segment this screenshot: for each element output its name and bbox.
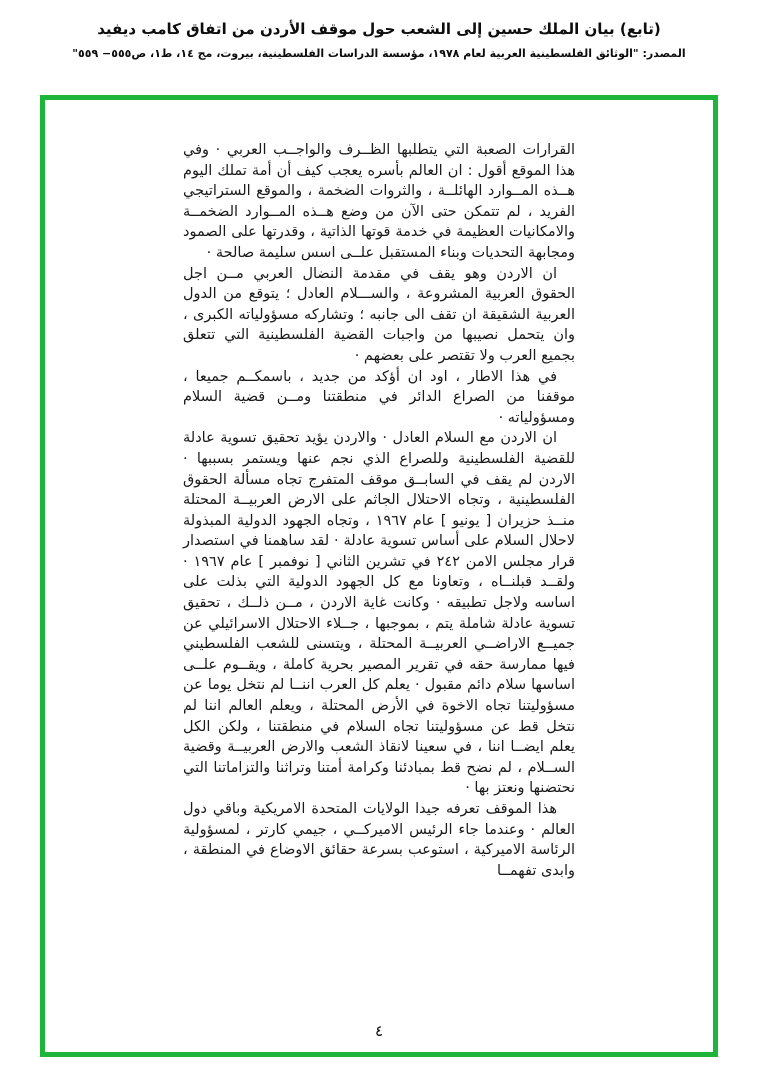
document-title: (تابع) بيان الملك حسين إلى الشعب حول موقف الأردن من اتفاق كامب ديفيد xyxy=(97,20,661,38)
paragraph-5: هذا الموقف تعرفه جيدا الولايات المتحدة الامريكية وباقي دول العالم · وعندما جاء الرئيس الاميركــي ، جيمي كارتر ، لمسؤولية الرئاسة الاميركية ، استوعب بسرعة حقائق الاوضاع في المنطقة ، وابدى تفهمــا xyxy=(183,801,575,879)
paragraph-2: ان الاردن وهو يقف في مقدمة النضال العربي مــن اجل الحقوق العربية المشروعة ، والســـلام العادل ؛ يتوقع من الدول العربية الشقيقة ان تقف الى جانبه ؛ وتشاركه مسؤولياته الكبرى ، وان يتحمل نصيبها من واجبات القضية الفلسطينية التي تتعلق بجميع العرب ولا تقتصر على بعضهم · xyxy=(183,265,575,364)
document-body xyxy=(183,140,575,881)
paragraph-3: في هذا الاطار ، اود ان أؤكد من جديد ، باسمكــم جميعا ، موقفنا من الصراع الدائر في منطقتنا ومــن قضية السلام ومسؤولياته · xyxy=(183,368,575,426)
paragraph-4: ان الاردن مع السلام العادل · والاردن يؤيد تحقيق تسوية عادلة للقضية الفلسطينية وللصراع الذي نجم عنها ويستمر بسببها · الاردن لم يقف في السابــق موقف المتفرج تجاه مسألة الحقوق الفلسطينية ، وتجاه الاحتلال الجاثم على الارض العربيــة المحتلة منــذ حزيران [ يونيو ] عام ١٩٦٧ ، وتجاه الجهود الدولية المبذولة لاحلال السلام على أساس تسوية عادلة · لقد ساهمنا في استصدار قرار مجلس الامن ٢٤٢ في تشرين الثاني [ نوفمبر ] عام ١٩٦٧ · ولقــد قبلنــاه ، وتعاونا مع كل الجهود الدولية التي بذلت على اساسه ولاجل تطبيقه · وكانت غاية الاردن ، مــن ذلــك ، تحقيق تسوية عادلة شاملة يتم ، بموجبها ، جــلاء الاحتلال الاسرائيلي عن جميــع الاراضــي العربيــة المحتلة ، ويتسنى للشعب الفلسطيني فيها ممارسة حقه في تقرير المصير بحرية كاملة ، ويقــوم علــى اساسها سلام دائم مقبول · يعلم كل العرب اننــا لم نتخل يوما عن مسؤوليتنا تجاه الاخوة في الأرض المحتلة ، ويعلم العالم اننا لم نتخل قط عن مسؤوليتنا تجاه السلام في منطقتنا ، ولكن الكل يعلم ايضــا اننا ، في سعينا لانقاذ الشعب والارض العربيــة وقضية الســلام ، لم نضح قط بمبادئنا وكرامة أمتنا وتراثنا والتزاماتنا التي نحتضنها ونعتز بها · xyxy=(183,430,576,797)
document-source: المصدر: "الوثائق الفلسطينية العربية لعام ١٩٧٨، مؤسسة الدراسات الفلسطينية، بيروت، مج ١٤، ط١، ص٥٥٥− ٥٥٩" xyxy=(72,47,686,60)
document-header xyxy=(0,20,758,60)
page-number: ٤ xyxy=(374,1022,384,1040)
paragraph-1: القرارات الصعبة التي يتطلبها الظــرف والواجــب العربي · وفي هذا الموقع أقول : ان العالم بأسره يعجب كيف أن أمة تملك اليوم هــذه المــوارد الهائلــة ، والثروات الضخمة ، والموقع الستراتيجي الفريد ، لم تتمكن حتى الآن من وضع هــذه المــوارد الضخمــة والامكانيات العظيمة في خدمة قوتها الذاتية ، وقدرتها على الصمود ومجابهة التحديات وبناء المستقبل علــى اسس سليمة صالحة · xyxy=(183,142,575,261)
green-frame xyxy=(40,95,718,1057)
